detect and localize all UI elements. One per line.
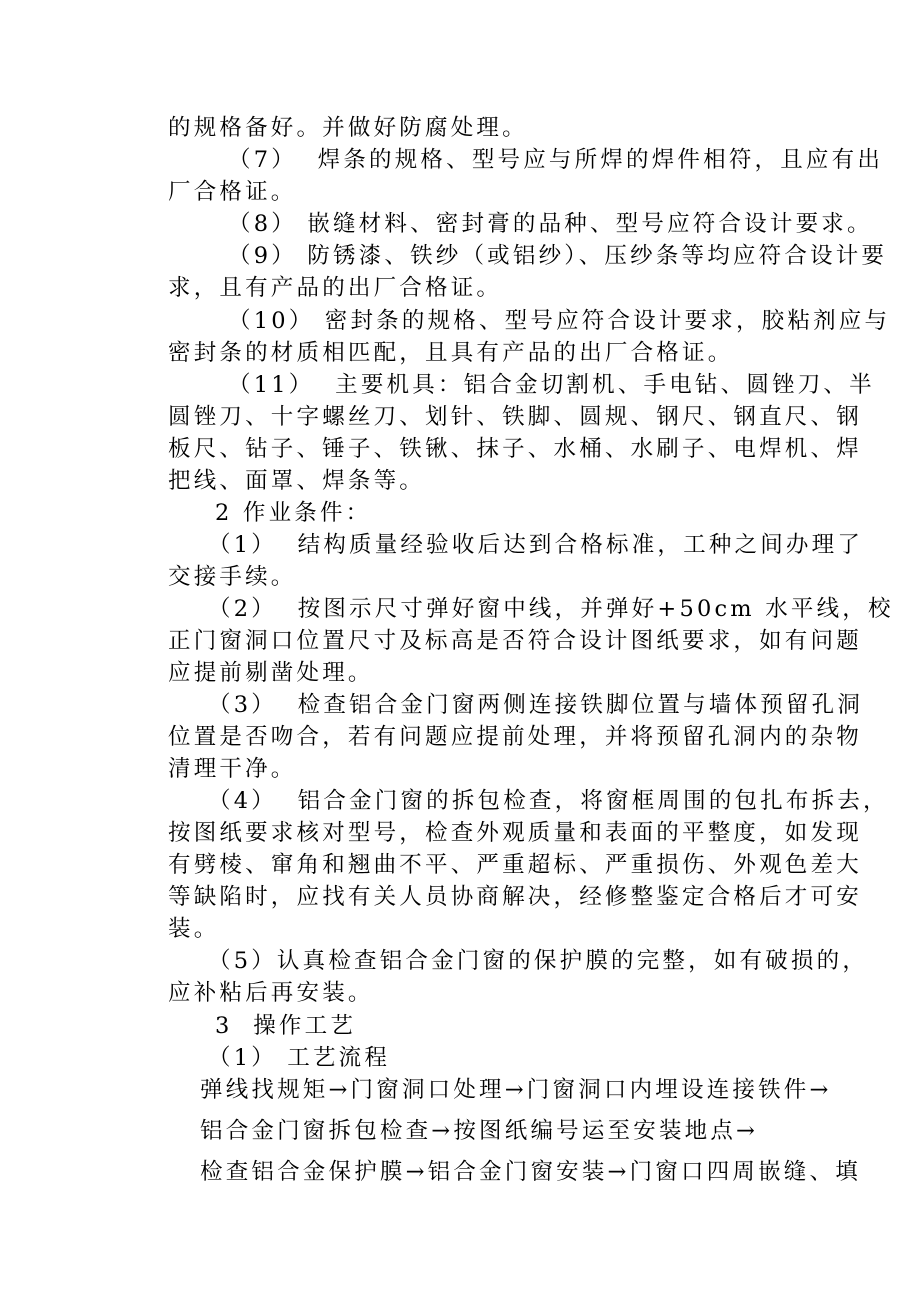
- text-line: （2） 按图示尺寸弹好窗中线，并弹好+50cm 水平线，校: [208, 596, 894, 622]
- text-line: 交接手续。: [168, 564, 297, 590]
- text-line: 把线、面罩、焊条等。: [168, 468, 426, 494]
- process-flow-line: 弹线找规矩→门窗洞口处理→门窗洞口内埋设连接铁件→: [200, 1077, 832, 1103]
- text-line: 正门窗洞口位置尺寸及标高是否符合设计图纸要求，如有问题: [168, 628, 862, 654]
- process-flow-line: 铝合金门窗拆包检查→按图纸编号运至安装地点→: [200, 1118, 759, 1144]
- text-line: （7） 焊条的规格、型号应与所焊的焊件相符，且应有出: [228, 147, 884, 173]
- text-line: 圆锉刀、十字螺丝刀、划针、铁脚、圆规、钢尺、钢直尺、钢: [168, 404, 862, 430]
- text-line: （4） 铝合金门窗的拆包检查，将窗框周围的包扎布拆去，: [208, 788, 889, 814]
- text-line: 按图纸要求核对型号，检查外观质量和表面的平整度，如发现: [168, 820, 862, 846]
- text-line: （1） 结构质量经验收后达到合格标准，工种之间办理了: [208, 532, 864, 558]
- subsection-heading: （1） 工艺流程: [208, 1045, 391, 1071]
- text-line: （8） 嵌缝材料、密封膏的品种、型号应符合设计要求。: [228, 211, 873, 237]
- text-line: （11） 主要机具：铝合金切割机、手电钻、圆锉刀、半: [228, 372, 875, 398]
- text-line: 位置是否吻合，若有问题应提前处理，并将预留孔洞内的杂物: [168, 724, 862, 750]
- text-line: （9） 防锈漆、铁纱（或铝纱）、压纱条等均应符合设计要: [228, 243, 888, 269]
- text-line: 清理干净。: [168, 756, 297, 782]
- process-flow-line: 检查铝合金保护膜→铝合金门窗安装→门窗口四周嵌缝、填: [200, 1159, 861, 1185]
- section-heading: 3 操作工艺: [215, 1013, 357, 1039]
- text-line: 厂合格证。: [168, 179, 297, 205]
- text-line: （10） 密封条的规格、型号应符合设计要求，胶粘剂应与: [228, 308, 891, 334]
- text-line: 密封条的材质相匹配，且具有产品的出厂合格证。: [168, 340, 734, 366]
- text-line: 等缺陷时，应找有关人员协商解决，经修整鉴定合格后才可安: [168, 884, 862, 910]
- text-line: （5）认真检查铝合金门窗的保护膜的完整，如有破损的，: [208, 948, 869, 974]
- text-line: （3） 检查铝合金门窗两侧连接铁脚位置与墙体预留孔洞: [208, 692, 864, 718]
- text-line: 装。: [168, 916, 220, 942]
- text-line: 的规格备好。并做好防腐处理。: [168, 115, 528, 141]
- text-line: 有劈棱、窜角和翘曲不平、严重超标、严重损伤、外观色差大: [168, 852, 862, 878]
- section-heading: 2 作业条件：: [215, 500, 372, 526]
- text-line: 应补粘后再安装。: [168, 980, 374, 1006]
- text-line: 板尺、钻子、锤子、铁锹、抹子、水桶、水刷子、电焊机、焊: [168, 436, 862, 462]
- text-line: 应提前剔凿处理。: [168, 660, 374, 686]
- text-line: 求，且有产品的出厂合格证。: [168, 275, 503, 301]
